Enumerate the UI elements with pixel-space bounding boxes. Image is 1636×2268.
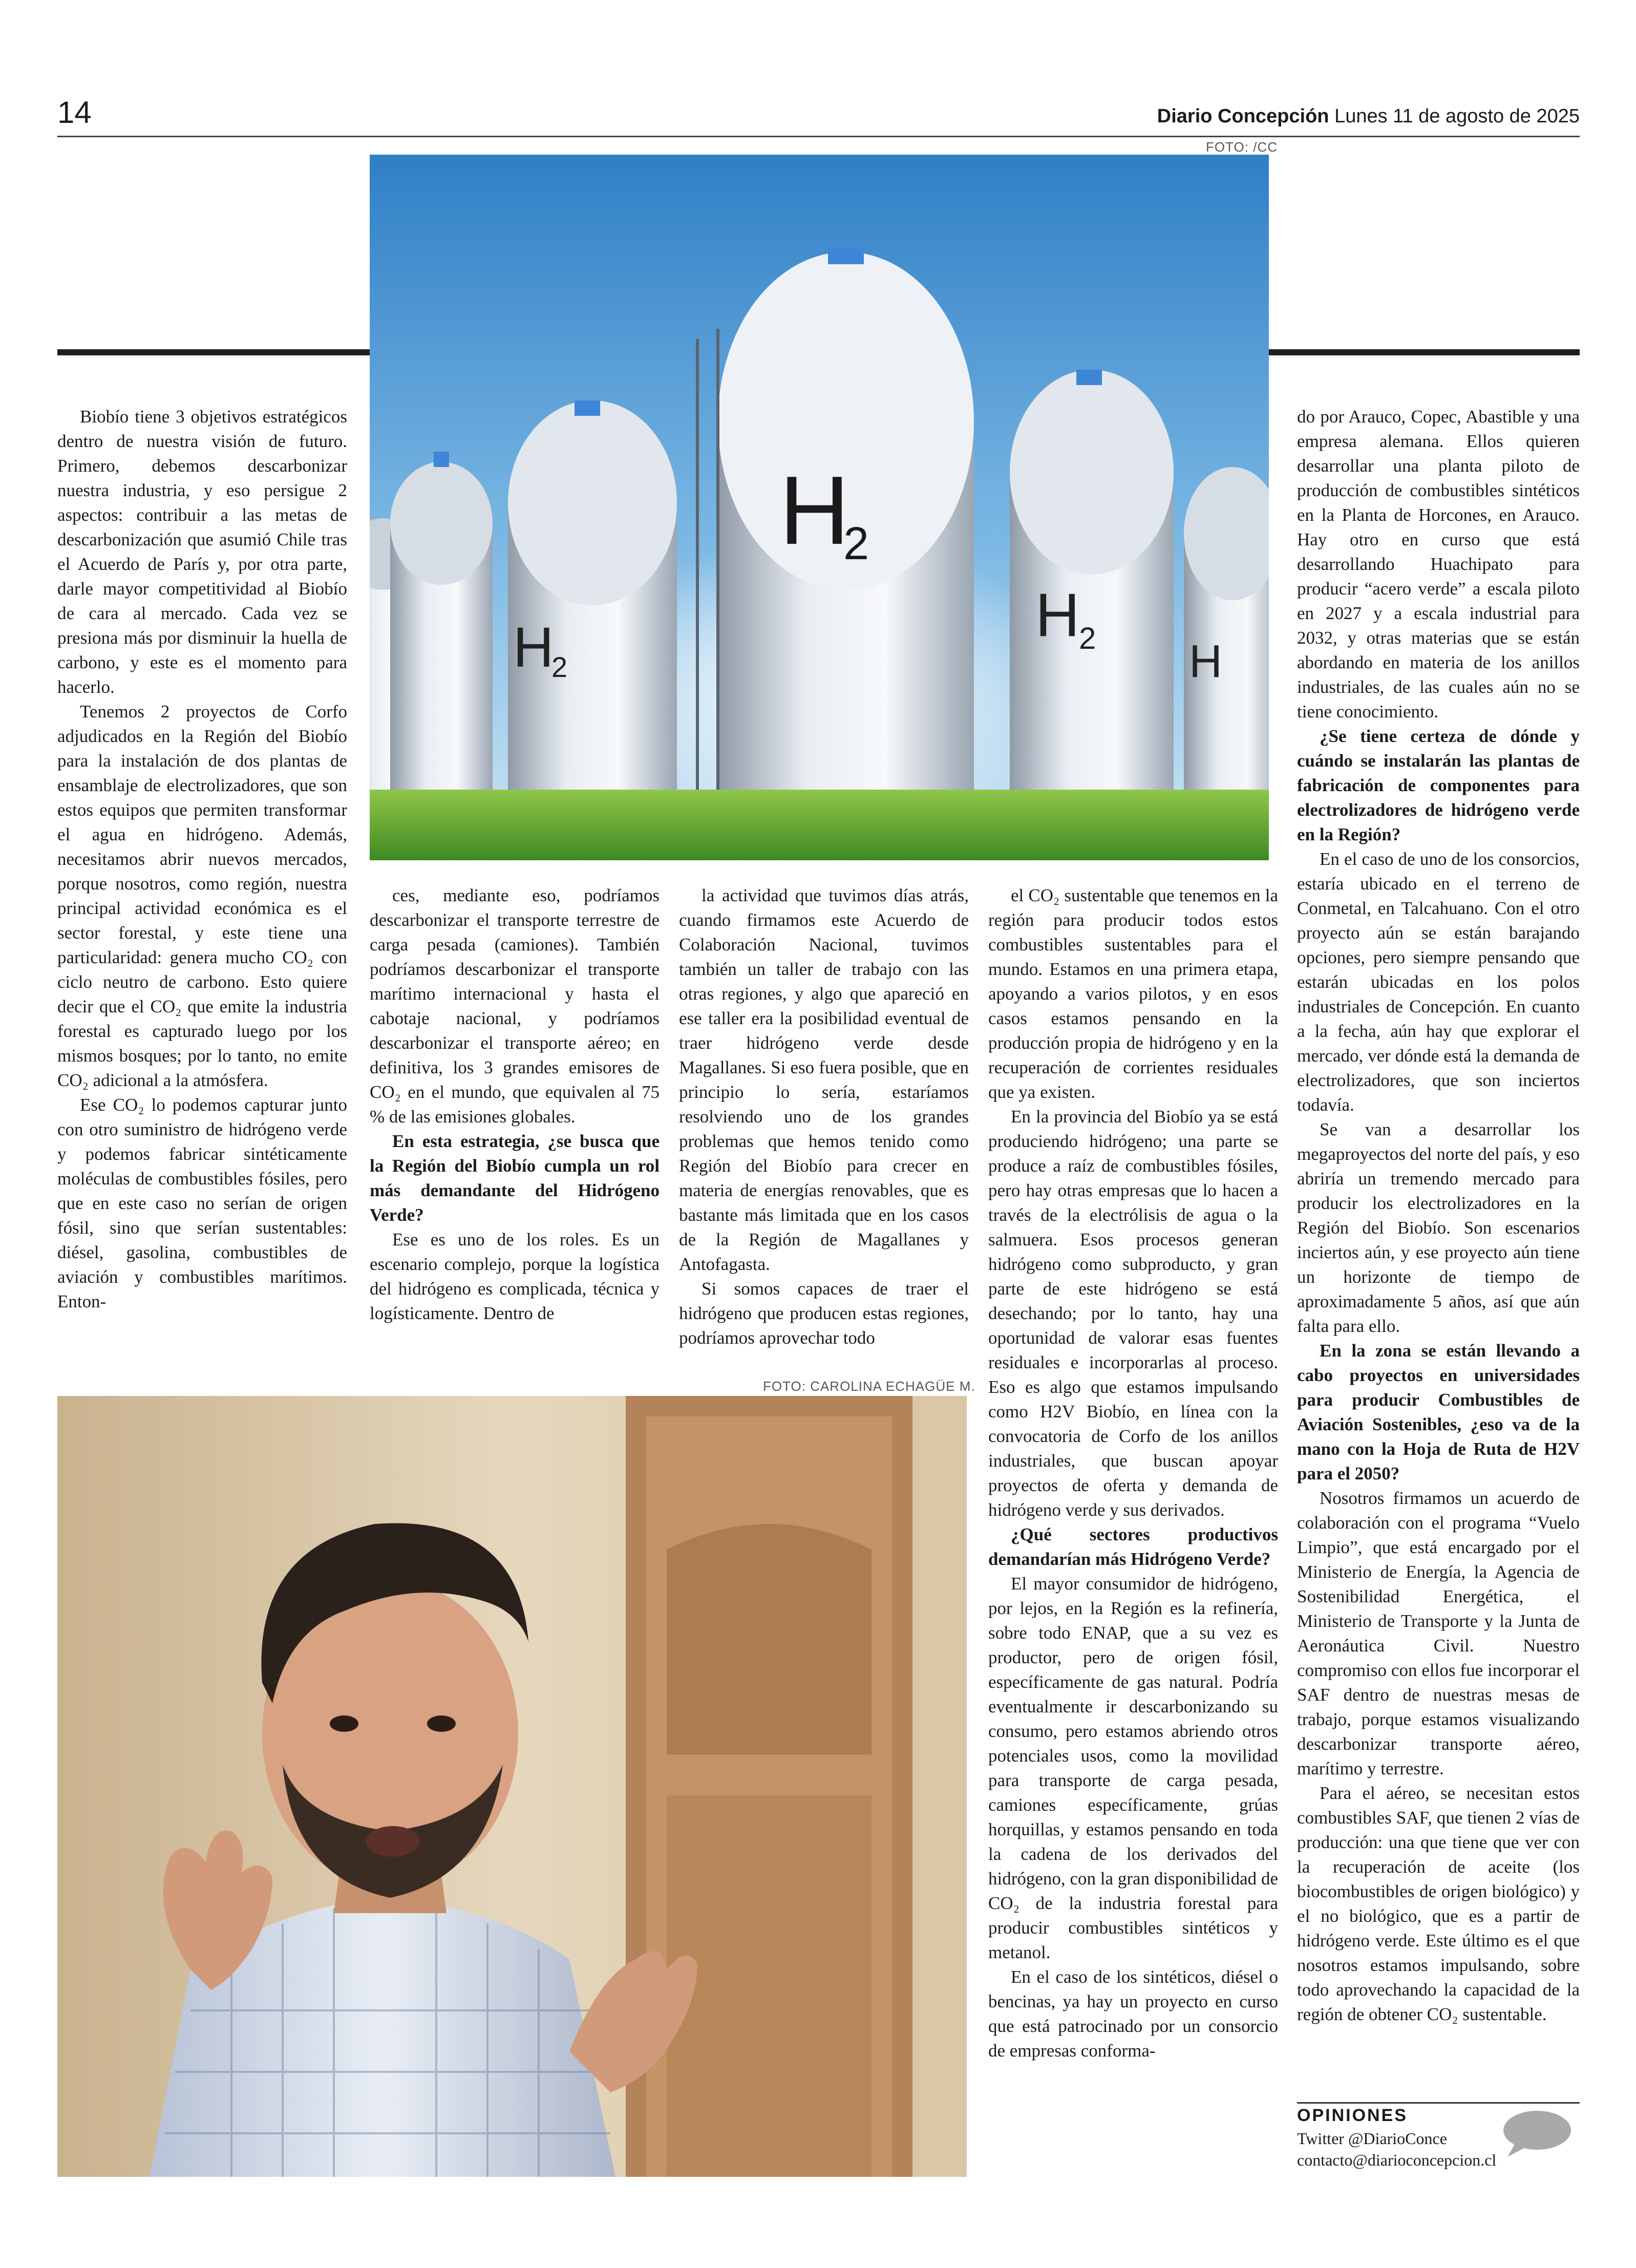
article-column-4: [988, 883, 1278, 2063]
article-column-1: [57, 405, 347, 1314]
article-paragraph: En la provincia del Biobío ya se está produciendo hidrógeno; una parte se produce a raíz de combustibles fósiles, pero hay otras empresas que lo hacen a través de la electrólisis de agua o la salmuera. Esos procesos generan hidrógeno como subproducto, y gran parte de este hidrógeno se está desechando; por lo tanto, hay una oportunidad de valorar esas fuentes residuales e incorporarlas al proceso. Eso es algo que estamos impulsando como H2V Biobío, en línea con la convocatoria de Corfo de los anillos industriales, que buscan apoyar proyectos de oferta y demanda de hidrógeno verde y sus derivados.: [988, 1107, 1278, 1520]
opinions-title: OPINIONES: [1297, 2106, 1408, 2125]
interviewee-photo: [57, 1396, 967, 2177]
masthead: [1157, 105, 1580, 128]
article-paragraph: la actividad que tuvimos días atrás, cuando firmamos este Acuerdo de Colaboración Nacional, tuvimos también un taller de trabajo con las otras regiones, y algo que apareció en ese taller era la posibilidad eventual de traer hidrógeno verde desde Magallanes. Si eso fuera posible, que en principio lo sería, estaríamos resolviendo uno de los grandes problemas que hemos tenido como Región del Biobío para crecer en materia de energías renovables, que es bastante más limitada que en los casos de la Región de Magallanes y Antofagasta.: [679, 885, 969, 1274]
article-paragraph: En el caso de los sintéticos, diésel o bencinas, ya hay un proyecto en curso que está patrocinado por un consorcio de empresas conforma-: [988, 1967, 1278, 2061]
background-door: [626, 1396, 912, 2177]
article-paragraph: El mayor consumidor de hidrógeno, por lejos, en la Región es la refinería, sobre todo ENAP, que a su vez es productor, pero de origen fósil, específicamente de gas natural. Podría eventualmente ir descarbonizando su consumo, pero estamos abriendo otros potenciales usos, como la movilidad para transporte de carga pesada, camiones específicamente, grúas horquillas, y estamos pensando en toda la cadena de los derivados del hidrógeno, con la gran disponibilidad de CO₂ de la industria forestal para producir combustibles sintéticos y metanol.: [988, 1574, 1278, 1962]
tank-right-1: [1010, 370, 1174, 810]
interview-question: En la zona se están llevando a cabo proyectos en universidades para producir Combustibles de Aviación Sostenibles, ¿eso va de la mano con la Hoja de Ruta de H2V para el 2050?: [1297, 1341, 1580, 1483]
contact-email[interactable]: contacto@diarioconcepcion.cl: [1297, 2151, 1497, 2169]
bottom-photo-credit: FOTO: CAROLINA ECHAGÜE M.: [763, 1379, 975, 1394]
article-paragraph: Tenemos 2 proyectos de Corfo adjudicados en la Región del Biobío para la instalación de dos plantas de ensamblaje de electrolizadores, que son estos equipos que permiten transformar el agua en hidrógeno. Además, necesitamos abrir nuevos mercados, porque nosotros, como región, nuestra principal actividad económica es el sector forestal, y este tiene una particularidad: genera mucho CO₂ con ciclo neutro de carbono. Esto quiere decir que el CO₂ que emite la industria forestal es capturado luego por los mismos bosques; por lo tanto, no emite CO₂ adicional a la atmósfera.: [57, 702, 347, 1090]
interview-question: ¿Se tiene certeza de dónde y cuándo se instalarán las plantas de fabricación de componentes para electrolizadores de hidrógeno verde en la Región?: [1297, 726, 1580, 844]
header-rule: [57, 136, 1580, 137]
article-paragraph: Ese es uno de los roles. Es un escenario complejo, porque la logística del hidrógeno es complicada, técnica y logísticamente. Dentro de: [370, 1230, 660, 1323]
hydrogen-tanks-illustration: [370, 155, 1269, 860]
article-paragraph: Nosotros firmamos un acuerdo de colaboración con el programa “Vuelo Limpio”, que está encargado por el Ministerio de Energía, la Agencia de Sostenibilidad Energética, el Ministerio de Transporte y la Junta de Aeronáutica Civil. Nuestro compromiso con ellos fue incorporar el SAF dentro de nuestras mesas de trabajo, porque estamos visualizando descarbonizar transporte aéreo, marítimo y terrestre.: [1297, 1488, 1580, 1778]
article-paragraph: Biobío tiene 3 objetivos estratégicos dentro de nuestra visión de futuro. Primero, debemos descarbonizar nuestra industria, y eso persigue 2 aspectos: contribuir a las metas de descarbonización que asumió Chile tras el Acuerdo de París y, por otra parte, darle mayor competitividad al Biobío de cara al mercado. Cada vez se presiona más por disminuir la huella de carbono, y este es el momento para hacerlo.: [57, 407, 347, 697]
tank-label: H: [779, 456, 850, 565]
article-paragraph: En el caso de uno de los consorcios, estaría ubicado en el terreno de Conmetal, en Talcahuano. Con el otro proyecto aún se están barajando opciones, pero siempre pensando que estarán ubicadas en los polos industriales de Concepción. En cuanto a la fecha, aún hay que explorar el mercado, ver dónde está la demanda de electrolizadores, que son inciertos todavía.: [1297, 849, 1580, 1115]
svg-text:2: 2: [1079, 621, 1096, 655]
top-photo-credit: FOTO: /CC: [1206, 139, 1278, 155]
svg-text:H: H: [1035, 581, 1080, 649]
article-paragraph: Ese CO₂ lo podemos capturar junto con otro suministro de hidrógeno verde y podemos fabricar sintéticamente moléculas de combustibles fósiles, pero que en este caso no serían de origen fósil, sino que serían sustentables: diésel, gasolina, combustibles de aviación y combustibles marítimos. Enton-: [57, 1095, 347, 1311]
newspaper-name: Diario Concepción: [1157, 105, 1329, 127]
hydrogen-tanks-photo: [370, 155, 1269, 860]
opinions-contact: [1297, 2128, 1496, 2171]
opinions-rule: [1297, 2102, 1580, 2104]
tank-left-3: [508, 400, 677, 810]
grass-field: [370, 790, 1269, 860]
tank-center: [697, 247, 974, 820]
article-paragraph: Si somos capaces de traer el hidrógeno que producen estas regiones, podríamos aprovechar todo: [679, 1279, 969, 1348]
issue-date: Lunes 11 de agosto de 2025: [1334, 105, 1580, 127]
svg-text:H: H: [1189, 636, 1222, 687]
section-bar-right: [1269, 349, 1580, 355]
article-column-3: [679, 883, 969, 1350]
interview-question: En esta estrategia, ¿se busca que la Región del Biobío cumpla un rol más demandante del Hidrógeno Verde?: [370, 1131, 660, 1225]
article-paragraph: do por Arauco, Copec, Abastible y una empresa alemana. Ellos quieren desarrollar una planta piloto de producción de combustibles sintéticos en la Planta de Horcones, en Arauco. Hay otro en curso que está desarrollando Huachipato para producir “acero verde” a escala piloto en 2027 y a escala industrial para 2032, y otras materias que se están abordando en materia de los anillos industriales, de las cuales aún no se tiene conocimiento.: [1297, 407, 1580, 722]
article-column-5: [1297, 405, 1580, 2027]
article-paragraph: ces, mediante eso, podríamos descarbonizar el transporte terrestre de carga pesada (camiones). También podríamos descarbonizar el transporte marítimo internacional y hasta el cabotaje nacional, y podríamos descarbonizar el transporte aéreo; en definitiva, los 3 grandes emisores de CO₂ en el mundo, que equivalen al 75 % de las emisiones globales.: [370, 885, 660, 1127]
page-number: 14: [57, 95, 92, 130]
article-paragraph: Se van a desarrollar los megaproyectos del norte del país, y eso abriría un tremendo mercado para producir los electrolizadores en la Región del Biobío. Son escenarios inciertos aún, y ese proyecto aún tiene un horizonte de tiempo de aproximadamente 5 años, así que aún falta para ello.: [1297, 1119, 1580, 1336]
tank-left-2: [390, 452, 493, 800]
article-paragraph: el CO₂ sustentable que tenemos en la región para producir todos estos combustibles sustentables para el mundo. Estamos en una primera etapa, apoyando a varios pilotos, y en esos casos estamos pensando en la producción propia de hidrógeno y en la recuperación de corrientes residuales que ya existen.: [988, 885, 1278, 1102]
tank-label-subscript: 2: [843, 518, 869, 569]
tank-right-2: [1184, 467, 1269, 810]
article-column-2: [370, 883, 660, 1326]
section-bar-left: [57, 349, 370, 355]
svg-text:H: H: [513, 616, 554, 679]
twitter-handle[interactable]: Twitter @DiarioConce: [1297, 2129, 1447, 2148]
interview-question: ¿Qué sectores productivos demandarían más Hidrógeno Verde?: [988, 1524, 1278, 1569]
interviewee-illustration: [57, 1396, 967, 2177]
article-paragraph: Para el aéreo, se necesitan estos combustibles SAF, que tienen 2 vías de producción: una que tiene que ver con la recuperación de aceite (los biocombustibles de origen biológico) y el no biológico, que es a partir de hidrógeno verde. Este último es el que nosotros estamos impulsando, sobre todo aprovechando la capacidad de la región de obtener CO₂ sustentable.: [1297, 1783, 1580, 2024]
svg-text:2: 2: [551, 651, 568, 683]
speech-bubble-icon: [1500, 2109, 1573, 2158]
